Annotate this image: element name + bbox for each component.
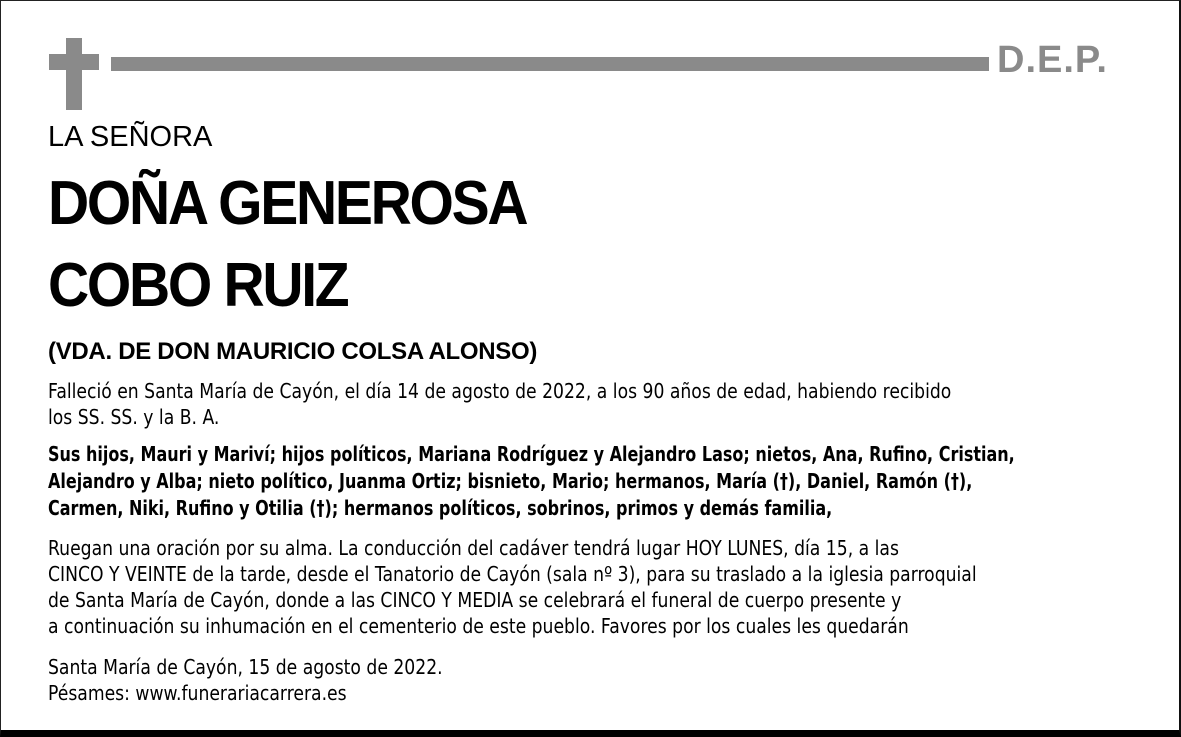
text-line: Falleció en Santa María de Cayón, el día 14 de agosto de 2022, a los 90 años de edad, habiendo recibido: [48, 379, 952, 403]
text-line: Carmen, Niki, Rufino y Otilia (†); hermanos políticos, sobrinos, primos y demás familia,: [48, 496, 833, 520]
cross-icon: [66, 38, 82, 110]
deceased-name-line-2: COBO RUIZ: [48, 251, 348, 320]
text-line: CINCO Y VEINTE de la tarde, desde el Tanatorio de Cayón (sala nº 3), para su traslado a la iglesia parroquial: [48, 562, 977, 586]
place-date: Santa María de Cayón, 15 de agosto de 2022.: [48, 655, 443, 679]
family-paragraph: [48, 441, 1015, 522]
death-notice-paragraph: [48, 378, 951, 430]
deceased-name-line-1: DOÑA GENEROSA: [48, 169, 527, 238]
text-line: Ruegan una oración por su alma. La conducción del cadáver tendrá lugar HOY LUNES, día 15, a las: [48, 536, 899, 560]
text-line: los SS. SS. y la B. A.: [48, 405, 220, 429]
text-line: de Santa María de Cayón, donde a las CINCO Y MEDIA se celebrará el funeral de cuerpo presente y: [48, 588, 902, 612]
text-line: Alejandro y Alba; nieto político, Juanma Ortiz; bisnieto, Mario; hermanos, María (†), Daniel, Ramón (†),: [48, 469, 973, 493]
title-prefix: LA SEÑORA: [48, 121, 213, 153]
widow-of: (VDA. DE DON MAURICIO COLSA ALONSO): [48, 338, 538, 365]
dep-label: D.E.P.: [997, 39, 1108, 81]
text-line: Sus hijos, Mauri y Mariví; hijos políticos, Mariana Rodríguez y Alejandro Laso; nietos, Ana, Rufino, Cristian,: [48, 442, 1015, 466]
cross-icon-bar: [49, 54, 99, 70]
condolences-website: Pésames: www.funerariacarrera.es: [48, 681, 347, 705]
header-rule: [111, 57, 989, 71]
funeral-paragraph: [48, 535, 977, 639]
footer-paragraph: [48, 654, 443, 706]
text-line: a continuación su inhumación en el cementerio de este pueblo. Favores por los cuales les quedarán: [48, 614, 909, 638]
